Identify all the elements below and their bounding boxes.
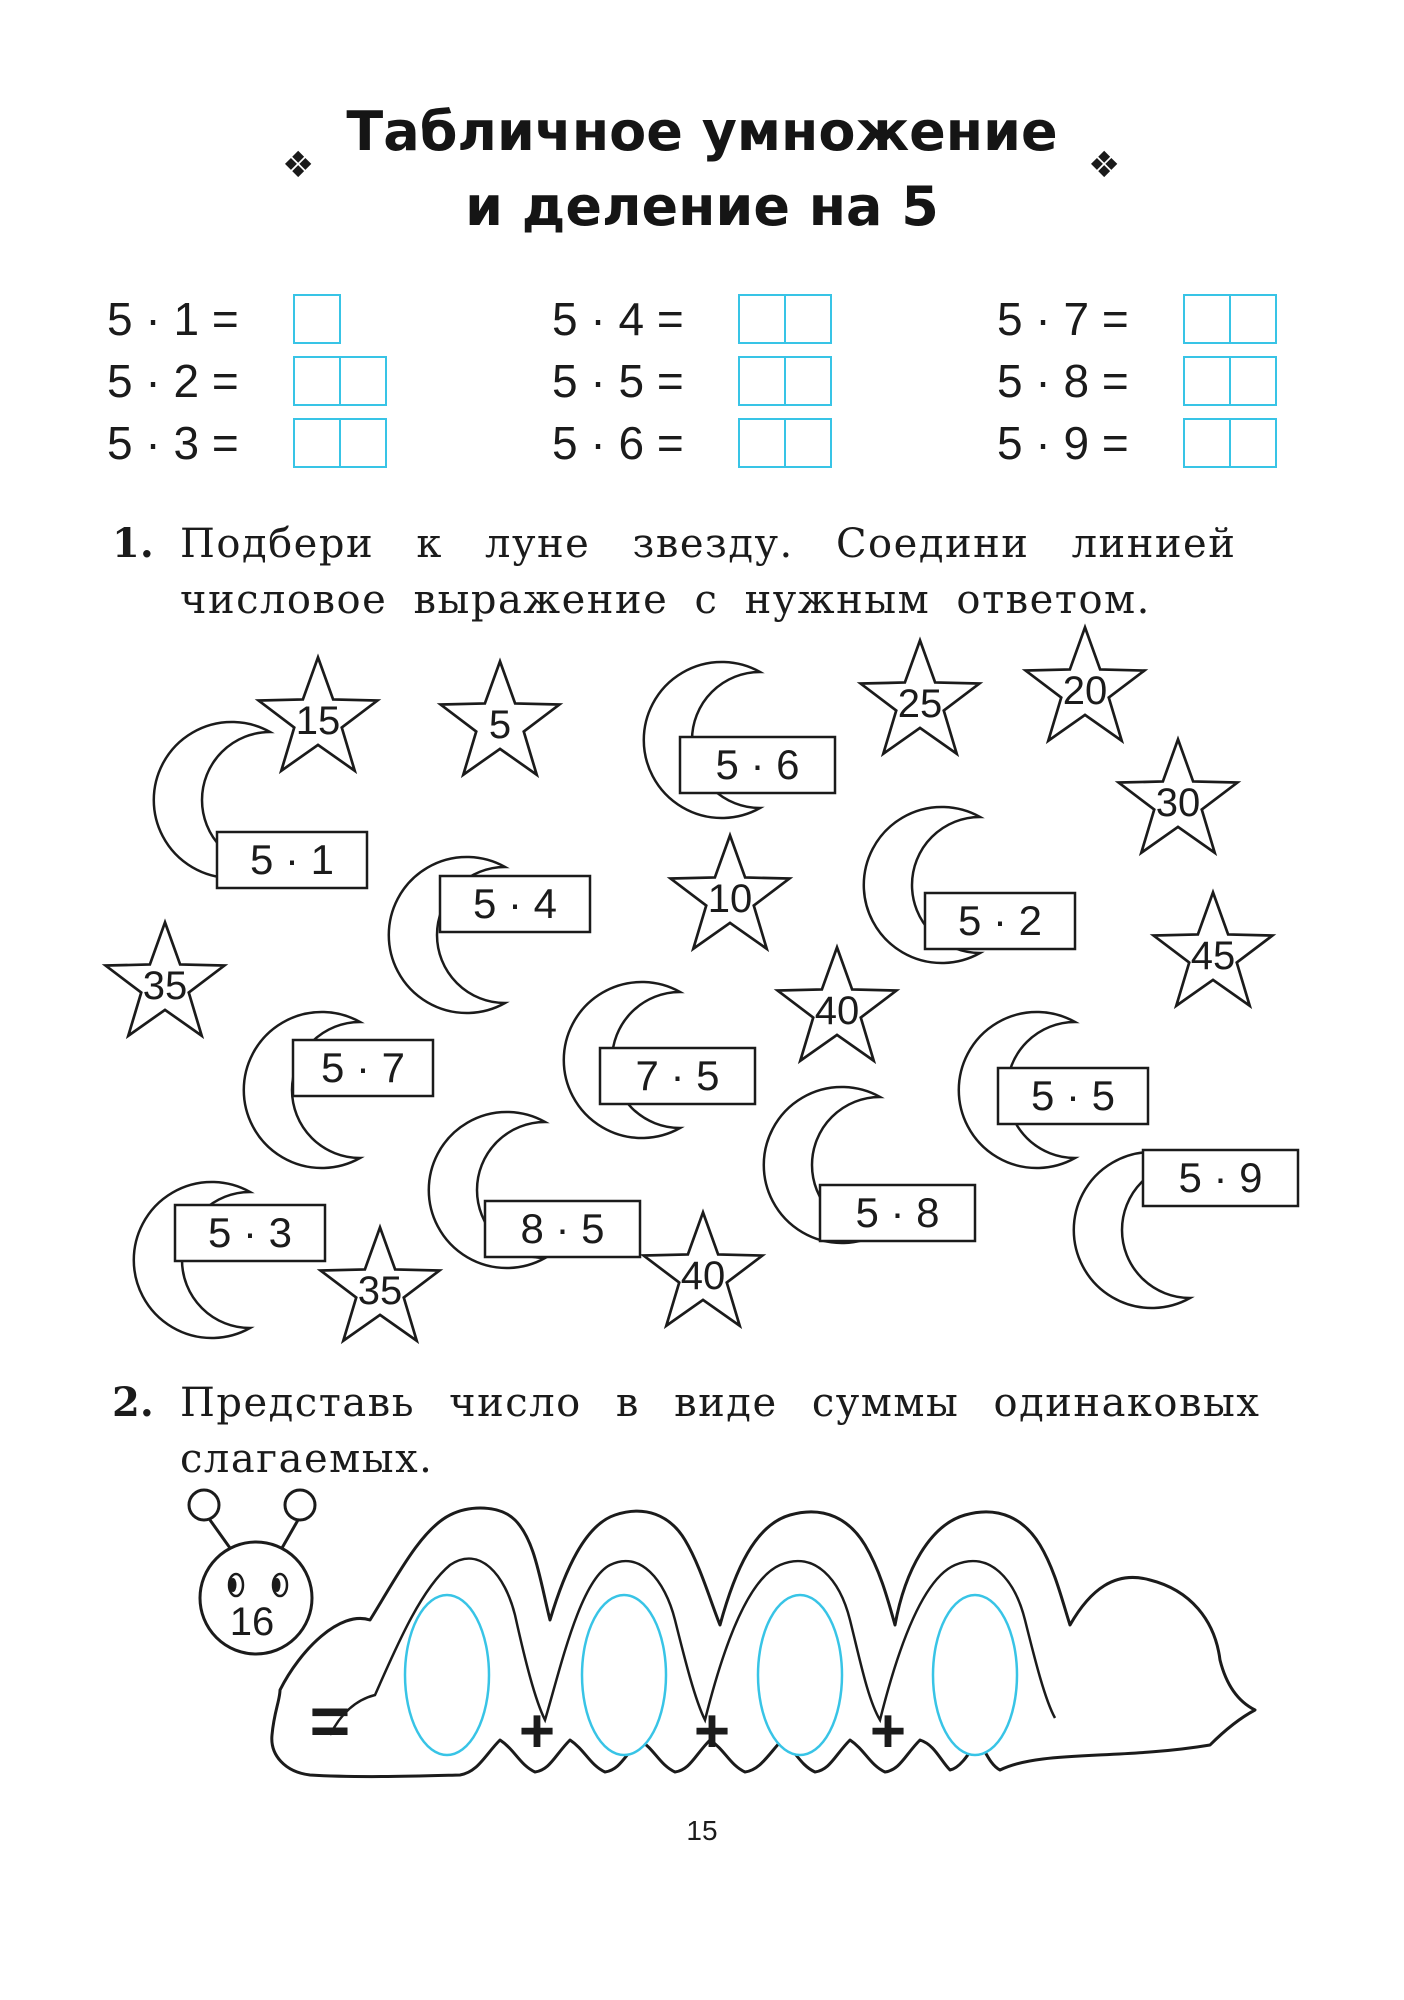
answer-oval	[582, 1595, 666, 1755]
moon-expression: 5 · 6	[715, 741, 800, 788]
star-number: 15	[295, 699, 341, 743]
moon-expression: 5 · 2	[957, 897, 1043, 944]
answer-oval	[405, 1595, 489, 1755]
star-number: 40	[814, 989, 860, 1033]
task-text-line: Представь число в виде суммы одинаковых	[180, 1380, 1261, 1426]
plus-sign: +	[518, 1697, 556, 1766]
drill-expression: 5 · 1 =	[107, 293, 239, 345]
answer-oval	[758, 1595, 842, 1755]
moon-expression: 7 · 5	[635, 1052, 720, 1099]
task-text-line: слагаемых.	[180, 1436, 434, 1482]
ornament-right-icon: ❖	[1088, 145, 1121, 186]
star-number: 25	[897, 682, 943, 726]
drill-expression: 5 · 8 =	[997, 355, 1129, 407]
plus-sign: +	[869, 1697, 907, 1766]
drill-expression: 5 · 4 =	[552, 293, 684, 345]
moon-expression: 5 · 5	[1030, 1072, 1116, 1119]
antenna-tip	[189, 1490, 219, 1520]
task-text-line: числовое выражение с нужным ответом.	[180, 577, 1151, 623]
ornament-left-icon: ❖	[282, 145, 315, 186]
star-number: 5	[488, 703, 512, 747]
moon-expression: 5 · 4	[472, 880, 558, 927]
drill-expression: 5 · 7 =	[997, 293, 1129, 345]
star-number: 45	[1190, 934, 1236, 978]
moon-expression: 5 · 7	[320, 1044, 406, 1091]
star-number: 35	[357, 1269, 403, 1313]
moon-expression: 8 · 5	[520, 1205, 605, 1252]
star-number: 10	[707, 877, 753, 921]
task-number: 1.	[112, 520, 154, 567]
page-number: 15	[686, 1815, 718, 1846]
drill-expression: 5 · 3 =	[107, 417, 239, 469]
drill-expression: 5 · 2 =	[107, 355, 239, 407]
moon-expression: 5 · 1	[249, 836, 335, 883]
moon-expression: 5 · 9	[1178, 1154, 1263, 1201]
star-number: 30	[1155, 781, 1201, 825]
task-text-line: Подбери к луне звезду. Соедини линией	[180, 521, 1237, 567]
star-number: 20	[1062, 669, 1108, 713]
caterpillar-number: 16	[229, 1600, 275, 1644]
drill-expression: 5 · 6 =	[552, 417, 684, 469]
plus-sign: +	[693, 1697, 731, 1766]
drill-expression: 5 · 5 =	[552, 355, 684, 407]
moon-expression: 5 · 3	[207, 1209, 293, 1256]
page-title-line-2: и деление на 5	[465, 175, 939, 238]
antenna-tip	[285, 1490, 315, 1520]
star-number: 40	[680, 1254, 726, 1298]
star-number: 35	[142, 964, 188, 1008]
moon-expression: 5 · 8	[855, 1189, 940, 1236]
task-number: 2.	[112, 1379, 154, 1426]
equals-sign: =	[309, 1682, 351, 1760]
drill-expression: 5 · 9 =	[997, 417, 1129, 469]
page-title-line-1: Табличное умножение	[346, 100, 1058, 163]
answer-oval	[933, 1595, 1017, 1755]
